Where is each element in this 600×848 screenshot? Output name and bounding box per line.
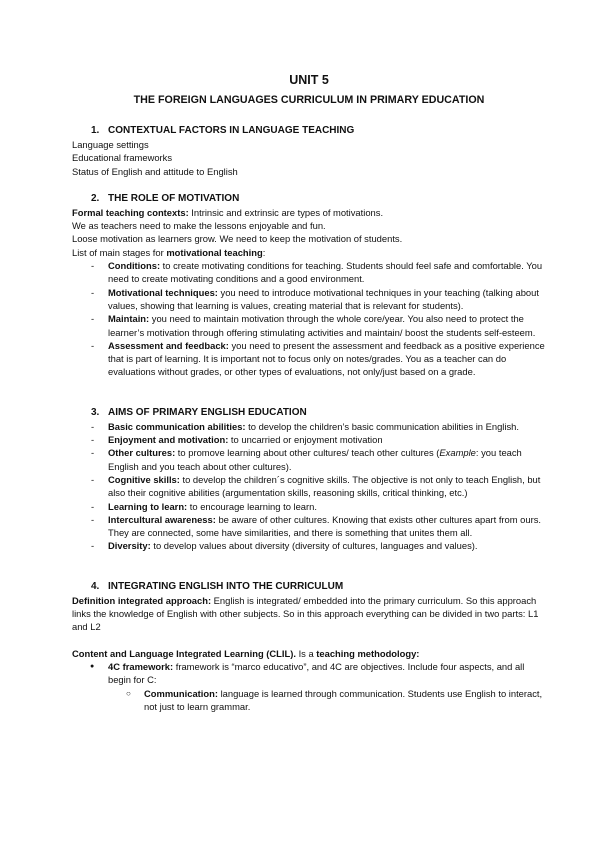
unit-title: UNIT 5 xyxy=(289,73,329,87)
list-item xyxy=(72,660,546,713)
list-item-text: framework is “marco educativo”, and 4C are objectives. Include four aspects, and all begin for C: xyxy=(108,660,525,686)
s2-formal-line xyxy=(72,206,546,219)
list-item-label: Other cultures: xyxy=(108,447,176,459)
s2-line-3: Loose motivation as learners grow. We need to keep the motivation of students. xyxy=(72,233,403,245)
list-item-label: Diversity: xyxy=(108,540,151,552)
section-3 xyxy=(72,406,546,553)
s4-sub-list xyxy=(108,687,546,714)
s4-definition xyxy=(72,594,546,634)
s4-bullet-list xyxy=(72,660,546,713)
section-3-heading-text: AIMS OF PRIMARY ENGLISH EDUCATION xyxy=(108,406,307,418)
list-item-text: to develop values about diversity (diversity of cultures, languages and values). xyxy=(150,540,478,552)
list-item-text: you need to introduce motivational techniques in your teaching (talking about values, showing that learning is values, creating material that is relevant for students). xyxy=(108,286,539,311)
section-1-heading xyxy=(72,124,546,138)
section-3-number: 3. xyxy=(91,406,100,418)
section-4 xyxy=(72,580,546,713)
list-item-text: to create motivating conditions for teaching. Students should feel safe and comfortable. You need to create motivating conditions and a good environment. xyxy=(108,260,543,285)
list-item xyxy=(72,446,546,473)
s2-list-intro-text: List of main stages for xyxy=(72,246,167,258)
section-2-heading-text: THE ROLE OF MOTIVATION xyxy=(108,192,240,204)
section-2-number: 2. xyxy=(91,192,100,204)
list-item xyxy=(72,539,546,552)
list-item xyxy=(72,500,546,513)
s1-line-3: Status of English and attitude to English xyxy=(72,165,238,177)
s2-list-intro xyxy=(72,246,546,259)
list-item xyxy=(72,473,546,500)
list-item-label: Cognitive skills: xyxy=(108,473,180,485)
list-item xyxy=(72,433,546,446)
list-item-text: to uncarried or enjoyment motivation xyxy=(228,434,383,446)
list-item-label: Maintain: xyxy=(108,313,150,325)
list-item xyxy=(72,339,546,379)
list-item-label: Learning to learn: xyxy=(108,500,188,512)
list-item-text: to develop the children’s basic communication abilities in English. xyxy=(245,420,519,432)
list-item-text: to promove learning about other cultures/ teach other cultures ( xyxy=(175,447,440,459)
list-item xyxy=(108,687,546,714)
list-item-label: 4C framework: xyxy=(108,660,174,672)
section-1 xyxy=(72,124,546,178)
s2-list-intro-bold: motivational teaching xyxy=(166,246,263,258)
list-item-text: you need to present the assessment and feedback as a positive experience that is part of learning. It is important not to focus only on notes/grades. You as a teacher can do evaluations without grades, or other types of evaluations, not only/just based on a grade. xyxy=(108,339,545,378)
list-item xyxy=(72,513,546,540)
s3-list xyxy=(72,420,546,553)
s2-list-intro-end: : xyxy=(262,246,266,258)
s2-line-2: We as teachers need to make the lessons enjoyable and fun. xyxy=(72,220,326,232)
list-item-text-2: : you teach English and you teach about other cultures). xyxy=(108,447,522,472)
s1-line-1: Language settings xyxy=(72,139,149,150)
section-2-heading xyxy=(72,192,546,206)
list-item-label: Intercultural awareness: xyxy=(108,513,216,525)
section-4-heading xyxy=(72,580,546,594)
list-item-label: Conditions: xyxy=(108,260,161,272)
list-item-label: Assessment and feedback: xyxy=(108,339,229,351)
s4-definition-text: English is integrated/ embedded into the primary curriculum. So this approach links the knowledge of English with other subjects. So in this approach everything can be divided in two parts: L1 and L2 xyxy=(72,594,539,633)
list-item-text: language is learned through communication. Students use English to interact, not just to learn grammar. xyxy=(144,687,543,712)
list-item-text: to develop the children´s cognitive skills. The objective is not only to teach English, but also their cognitive abilities (argumentation skills, reasoning skills, critical thinking, etc.) xyxy=(108,473,541,499)
s2-list xyxy=(72,259,546,379)
list-item xyxy=(72,286,546,313)
section-2 xyxy=(72,192,546,379)
list-item xyxy=(72,312,546,339)
section-1-number: 1. xyxy=(91,125,100,136)
list-item-label: Enjoyment and motivation: xyxy=(108,434,229,446)
list-item-label: Motivational techniques: xyxy=(108,286,218,298)
list-item xyxy=(72,259,546,286)
s4-definition-label: Definition integrated approach: xyxy=(72,594,212,606)
s4-clil-label: Content and Language Integrated Learning (CLIL). xyxy=(72,647,296,659)
section-4-heading-text: INTEGRATING ENGLISH INTO THE CURRICULUM xyxy=(108,580,344,592)
list-item xyxy=(72,420,546,433)
list-item-text: to encourage learning to learn. xyxy=(187,500,317,512)
list-item-text: be aware of other cultures. Knowing that exists other cultures apart from ours. They are connected, some have similarities, and there is something that unites them all. xyxy=(108,513,542,539)
list-item-text: you need to maintain motivation through the whole core/year. You also need to protect the learner’s motivation through offering stimulating activities and maintain/ boost the students self-esteem. xyxy=(108,313,536,338)
s4-clil-bold: teaching methodology: xyxy=(316,647,420,659)
section-1-heading-text: CONTEXTUAL FACTORS IN LANGUAGE TEACHING xyxy=(108,125,355,136)
s2-formal-text: Intrinsic and extrinsic are types of motivations. xyxy=(188,206,384,218)
document-page xyxy=(72,72,546,713)
document-title: THE FOREIGN LANGUAGES CURRICULUM IN PRIMARY EDUCATION xyxy=(133,94,485,106)
list-item-label: Basic communication abilities: xyxy=(108,420,246,432)
s4-clil-mid: Is a xyxy=(295,647,317,659)
s2-formal-label: Formal teaching contexts: xyxy=(72,206,189,218)
list-item-italic: Example xyxy=(439,447,476,459)
section-4-number: 4. xyxy=(91,580,100,592)
list-item-label: Communication: xyxy=(144,687,218,699)
s1-line-2: Educational frameworks xyxy=(72,152,173,164)
section-3-heading xyxy=(72,406,546,420)
s4-clil-line xyxy=(72,647,546,660)
